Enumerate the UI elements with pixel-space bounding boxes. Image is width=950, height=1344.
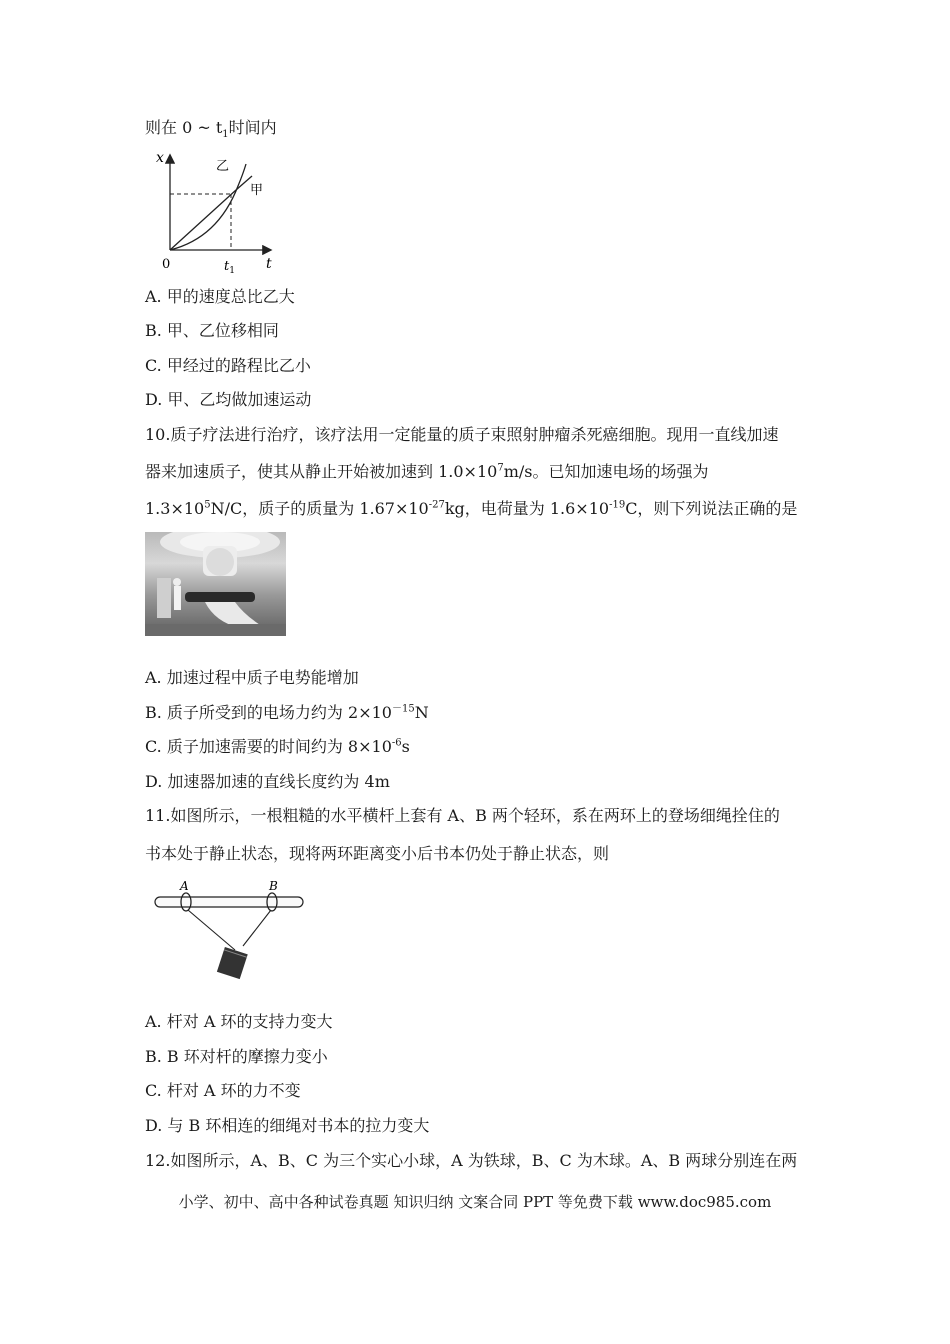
q10-option-b: B. 质子所受到的电场力约为 $2\times 10^{-15}N$ <box>145 703 429 722</box>
q9-option-d: D. 甲、乙均做加速运动 <box>145 390 312 409</box>
book <box>217 947 248 979</box>
line-jia <box>170 190 236 250</box>
q11-option-d: D. 与 B 环相连的细绳对书本的拉力变大 <box>145 1116 430 1135</box>
q9-option-c: C. 甲经过的路程比乙小 <box>145 356 311 375</box>
q11-option-c: C. 杆对 A 环的力不变 <box>145 1081 301 1100</box>
rod-book-figure <box>150 876 310 986</box>
curve-jia-label: 甲 <box>250 183 264 198</box>
curve-yi-label: 乙 <box>216 159 230 174</box>
q10-stem-line1: 10.质子疗法进行治疗，该疗法用一定能量的质子束照射肿瘤杀死癌细胞。现用一直线加速 <box>145 425 779 444</box>
q10-stem-line3: $1.3\times 10^5N/C$，质子的质量为 $1.67\times 10^{-27}kg$，电荷量为 $1.6\times 10^{-19}C$，则下列说法正确的是 <box>145 499 798 518</box>
q10-option-c: C. 质子加速需要的时间约为 $8\times 10^{-6}s$ <box>145 737 410 756</box>
q11-stem-line1: 11.如图所示，一根粗糙的水平横杆上套有 A、B 两个轻环，系在两环上的登场细绳拴住的 <box>145 806 780 825</box>
q12-stem-line1: 12.如图所示，A、B、C 为三个实心小球，A 为铁球，B、C 为木球。A、B 两球分别连在两 <box>145 1151 798 1170</box>
q9-option-a: A. 甲的速度总比乙大 <box>145 287 295 306</box>
q10-option-d: D. 加速器加速的直线长度约为 4m <box>145 772 390 791</box>
ring-a-label: A <box>180 879 189 893</box>
q9-stem: 则在 0 ~ $t_1$时间内 <box>145 118 277 141</box>
q11-option-b: B. B 环对杆的摩擦力变小 <box>145 1047 328 1066</box>
ring-b-label: B <box>269 879 278 893</box>
horizontal-rod <box>155 897 303 907</box>
t1-label: $t_1$ <box>224 259 235 276</box>
q10-option-a: A. 加速过程中质子电势能增加 <box>145 668 359 687</box>
x-t-graph <box>148 146 288 276</box>
x-axis-label: t <box>266 256 272 272</box>
rope-b <box>243 910 271 946</box>
proton-therapy-photo <box>145 532 286 636</box>
q11-option-a: A. 杆对 A 环的支持力变大 <box>145 1012 333 1031</box>
page-footer: 小学、初中、高中各种试卷真题 知识归纳 文案合同 PPT 等免费下载 www.doc985.com <box>178 1193 772 1211</box>
q10-stem-line2: 器来加速质子，使其从静止开始被加速到 $1.0\times 10^7m/s$。已知加速电场的场强为 <box>145 462 709 481</box>
origin-label: 0 <box>162 257 171 272</box>
curve-yi <box>170 164 246 250</box>
y-axis-label: x <box>156 150 164 166</box>
rope-a <box>188 910 235 950</box>
q11-stem-line2: 书本处于静止状态，现将两环距离变小后书本仍处于静止状态，则 <box>145 844 610 863</box>
q9-option-b: B. 甲、乙位移相同 <box>145 321 279 340</box>
